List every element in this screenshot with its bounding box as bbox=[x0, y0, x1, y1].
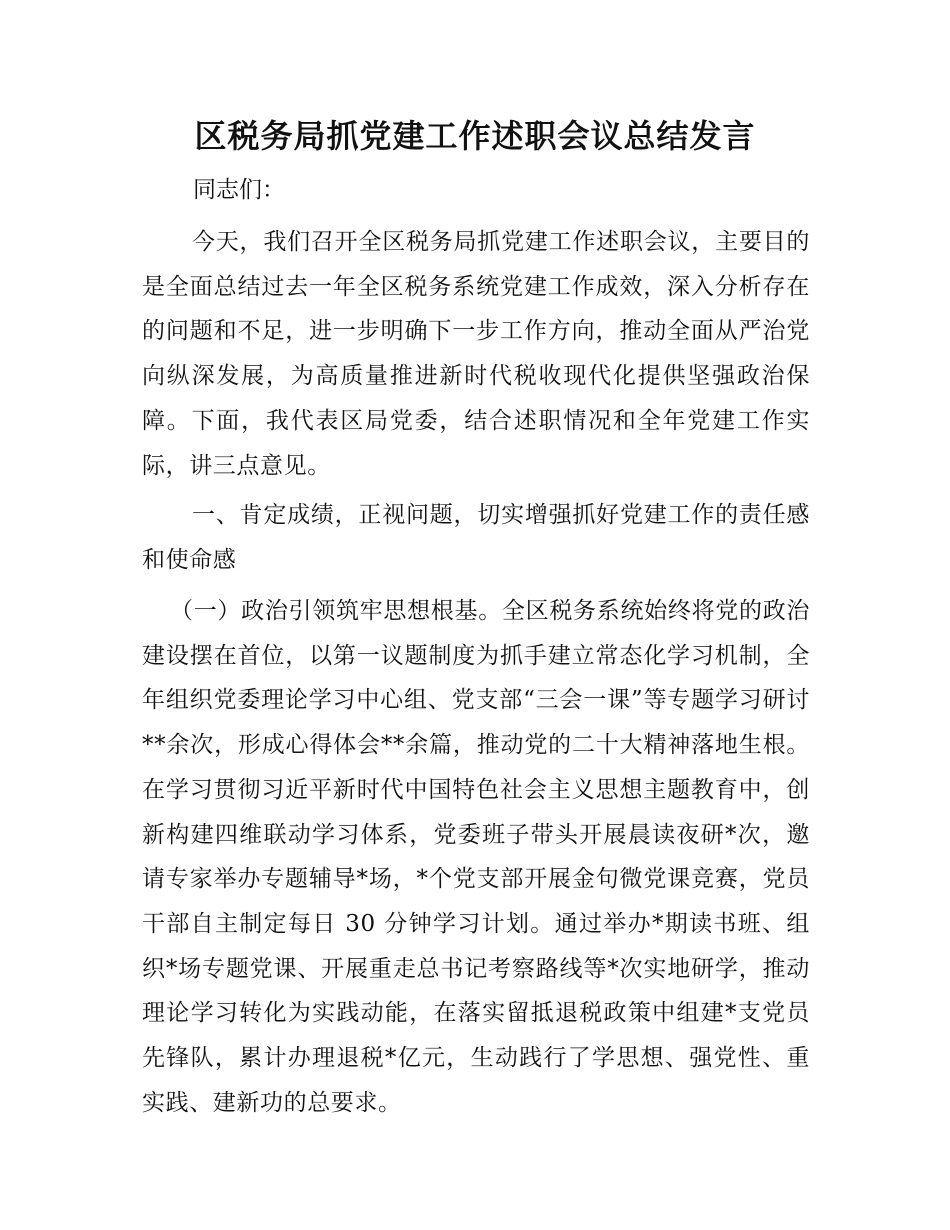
paragraph-political-guidance: （一）政治引领筑牢思想根基。全区税务系统始终将党的政治建设摆在首位，以第一议题制度为抓手建立常态化学习机制，全年组织党委理论学习中心组、党支部“三会一课”等专题学习研讨**余次，形成心得体会**余篇，推动党的二十大精神落地生根。在学习贯彻习近平新时代中国特色社会主义思想主题教育中，创新构建四维联动学习体系，党委班子带头开展晨读夜研*次，邀请专家举办专题辅导*场，*个党支部开展金句微党课竞赛，党员干部自主制定每日 30 分钟学习计划。通过举办*期读书班、组织*场专题党课、开展重走总书记考察路线等*次实地研学，推动理论学习转化为实践动能，在落实留抵退税政策中组建*支党员先锋队，累计办理退税*亿元，生动践行了学思想、强党性、重实践、建新功的总要求。 bbox=[142, 598, 810, 1116]
greeting-text: 同志们： bbox=[193, 177, 285, 203]
paragraph-intro: 今天，我们召开全区税务局抓党建工作述职会议，主要目的是全面总结过去一年全区税务系统党建工作成效，深入分析存在的问题和不足，进一步明确下一步工作方向，推动全面从严治党向纵深发展，为高质量推进新时代税收现代化提供坚强政治保障。下面，我代表区局党委，结合述职情况和全年党建工作实际，讲三点意见。 bbox=[142, 229, 810, 479]
section-heading-1: 一、肯定成绩，正视问题，切实增强抓好党建工作的责任感和使命感 bbox=[142, 502, 810, 573]
page-title: 区税务局抓党建工作述职会议总结发言 bbox=[194, 117, 756, 155]
